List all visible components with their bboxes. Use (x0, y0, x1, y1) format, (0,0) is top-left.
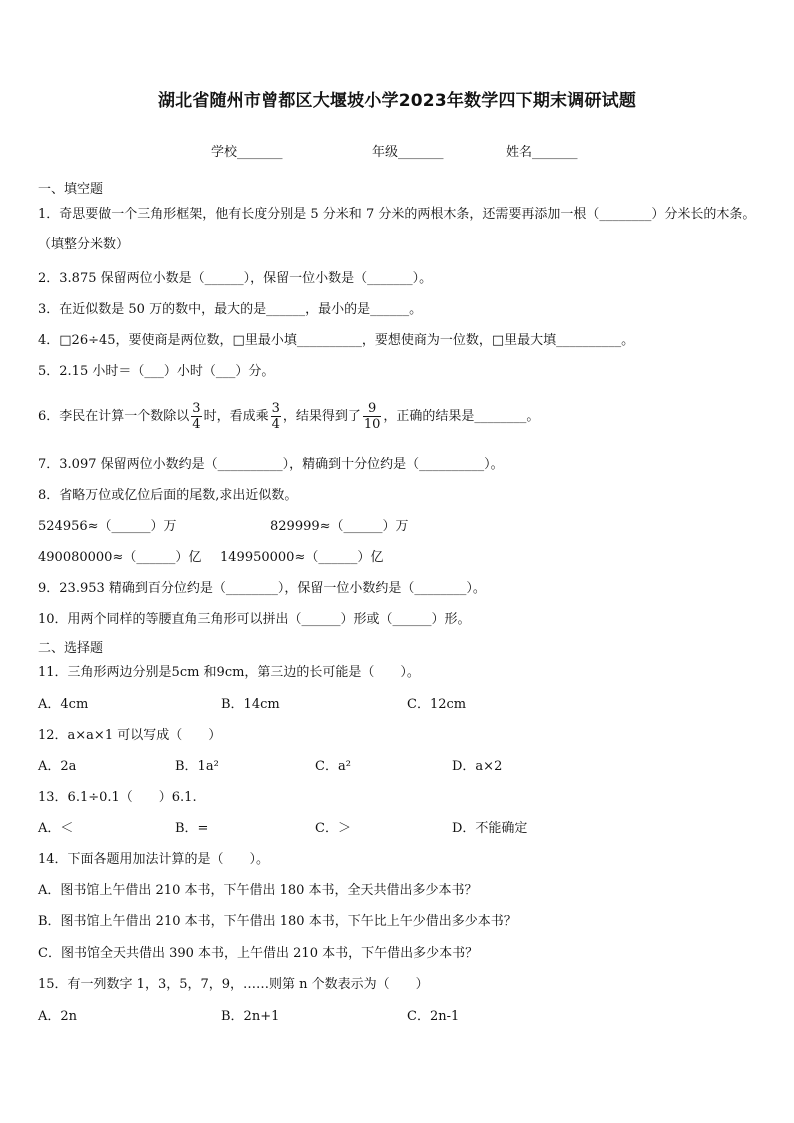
q13-option-a: A．＜ (38, 821, 74, 836)
name-field: 姓名_______ (506, 145, 578, 160)
q14-option-a: A．图书馆上午借出 210 本书，下午借出 180 本书，全天共借出多少本书？ (38, 883, 478, 898)
question-15: 15．有一列数字 1，3，5，7，9，……则第 n 个数表示为（ ） (38, 977, 429, 992)
question-13: 13．6.1÷0.1（ ）6.1. (38, 790, 197, 805)
q11-option-b: B．14cm (221, 697, 280, 712)
q15-option-c: C．2n-1 (407, 1009, 460, 1024)
q13-option-c: C．＞ (315, 821, 351, 836)
question-7: 7．3.097 保留两位小数约是（__________），精确到十分位约是（__________）。 (38, 457, 504, 472)
question-8-c: 490080000≈（______）亿 (38, 550, 202, 565)
question-2: 2．3.875 保留两位小数是（______），保留一位小数是（_______）。 (38, 271, 433, 286)
question-10: 10．用两个同样的等腰直角三角形可以拼出（______）形或（______）形。 (38, 612, 471, 627)
q6-text-c: ，结果得到了 (282, 409, 361, 424)
question-8-d: 149950000≈（______）亿 (220, 550, 384, 565)
question-4: 4．□26÷45，要使商是两位数，□里最小填__________，要想使商为一位数，□里最大填__________。 (38, 333, 635, 348)
question-8: 8．省略万位或亿位后面的尾数,求出近似数。 (38, 488, 298, 503)
q14-option-c: C．图书馆全天共借出 390 本书，上午借出 210 本书，下午借出多少本书？ (38, 946, 479, 961)
q15-option-b: B．2n+1 (221, 1009, 280, 1024)
page-title: 湖北省随州市曾都区大堰坡小学2023年数学四下期末调研试题 (157, 91, 637, 111)
question-3: 3．在近似数是 50 万的数中，最大的是______，最小的是______。 (38, 302, 423, 317)
grade-field: 年级_______ (372, 145, 444, 160)
q6-text-d: ，正确的结果是________。 (383, 409, 540, 424)
q12-option-a: A．2a (38, 759, 77, 774)
fraction-3-4-b: $\frac{3}{4}$ (271, 401, 280, 432)
fraction-9-10: $\frac{9}{10}$ (363, 401, 381, 432)
question-8-b: 829999≈（______）万 (270, 519, 409, 534)
q14-option-b: B．图书馆上午借出 210 本书，下午借出 180 本书，下午比上午少借出多少本书？ (38, 914, 517, 929)
question-1: 1．奇思要做一个三角形框架，他有长度分别是 5 分米和 7 分米的两根木条，还需要再添加一根（________）分米长的木条。（填整分米数） (38, 207, 756, 252)
q11-option-c: C．12cm (407, 697, 467, 712)
question-9: 9．23.953 精确到百分位约是（________），保留一位小数约是（________）。 (38, 581, 486, 596)
q6-text-b: 时，看成乘 (203, 409, 269, 424)
fraction-3-4: $\frac{3}{4}$ (192, 401, 201, 432)
q11-option-a: A．4cm (38, 697, 89, 712)
q13-option-b: B．= (175, 821, 209, 836)
q15-option-a: A．2n (38, 1009, 78, 1024)
question-6 (38, 399, 539, 435)
question-5: 5．2.15 小时＝（___）小时（___）分。 (38, 364, 275, 379)
q12-option-c: C．a² (315, 759, 351, 774)
question-11: 11．三角形两边分别是5cm 和9cm，第三边的长可能是（ ）。 (38, 665, 420, 680)
q13-option-d: D．不能确定 (452, 821, 528, 836)
q12-option-d: D．a×2 (452, 759, 503, 774)
question-12: 12．a×a×1 可以写成（ ） (38, 728, 222, 743)
section-heading-fill: 一、填空题 (38, 182, 104, 197)
q6-text-a: 6．李民在计算一个数除以 (38, 409, 190, 424)
section-heading-choice: 二、选择题 (38, 641, 104, 656)
q12-option-b: B．1a² (175, 759, 219, 774)
question-14: 14．下面各题用加法计算的是（ ）。 (38, 852, 270, 867)
school-field: 学校_______ (211, 145, 283, 160)
question-8-a: 524956≈（______）万 (38, 519, 177, 534)
